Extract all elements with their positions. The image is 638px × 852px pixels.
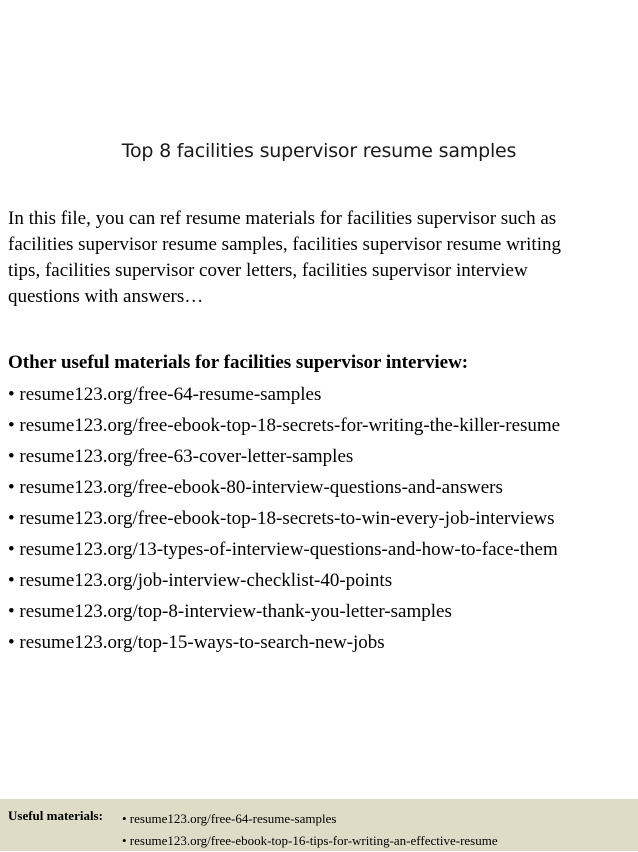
material-link-item[interactable]: • resume123.org/top-8-interview-thank-you-letter-samples <box>8 601 452 622</box>
material-link-item[interactable]: • resume123.org/free-64-resume-samples <box>8 384 322 405</box>
materials-list <box>8 379 560 658</box>
intro-line: facilities supervisor resume samples, facilities supervisor resume writing <box>8 234 561 255</box>
footer-link-item[interactable]: • resume123.org/free-64-resume-samples <box>122 811 337 826</box>
intro-line: tips, facilities supervisor cover letters, facilities supervisor interview <box>8 260 528 281</box>
material-link-item[interactable]: • resume123.org/free-ebook-top-18-secrets-for-writing-the-killer-resume <box>8 415 561 436</box>
footer-label-text: Useful materials <box>8 808 99 823</box>
materials-heading: Other useful materials for facilities supervisor interview: <box>8 352 469 373</box>
footer-link-item[interactable]: • resume123.org/free-ebook-top-16-tips-for-writing-an-effective-resume <box>122 833 498 848</box>
footer-links <box>122 808 498 852</box>
material-link-item[interactable]: • resume123.org/top-15-ways-to-search-new-jobs <box>8 632 385 653</box>
intro-line: questions with answers… <box>8 286 204 307</box>
document-title: Top 8 facilities supervisor resume samples <box>121 140 517 162</box>
intro-line: In this file, you can ref resume materials for facilities supervisor such as <box>8 208 557 229</box>
material-link-item[interactable]: • resume123.org/job-interview-checklist-40-points <box>8 570 393 591</box>
material-link-item[interactable]: • resume123.org/free-63-cover-letter-samples <box>8 446 354 467</box>
footer-label-separator: : <box>98 808 103 823</box>
material-link-item[interactable]: • resume123.org/13-types-of-interview-questions-and-how-to-face-them <box>8 539 558 560</box>
material-link-item[interactable]: • resume123.org/free-ebook-top-18-secrets-to-win-every-job-interviews <box>8 508 555 529</box>
footer-label <box>8 808 103 824</box>
footer-bar <box>0 799 638 851</box>
material-link-item[interactable]: • resume123.org/free-ebook-80-interview-questions-and-answers <box>8 477 503 498</box>
intro-paragraph <box>8 206 634 310</box>
